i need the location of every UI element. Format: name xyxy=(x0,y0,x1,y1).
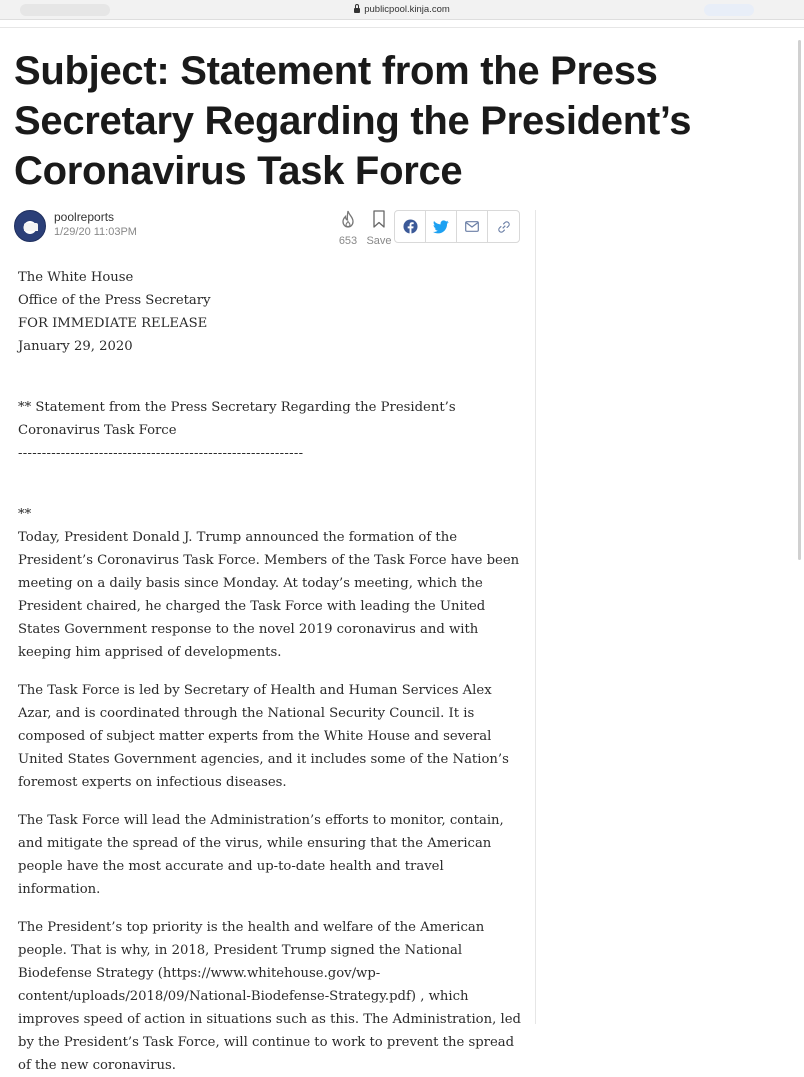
tab-placeholder xyxy=(20,4,110,16)
share-toolbar xyxy=(394,210,520,243)
bookmark-icon xyxy=(372,210,386,228)
flame-icon xyxy=(340,210,356,228)
header-divider xyxy=(0,27,804,28)
kinja-reactions[interactable] xyxy=(336,210,360,247)
byline xyxy=(14,210,137,242)
body-paragraph: Today, President Donald J. Trump announced the formation of the President’s Coronavirus Task Force. Members of the Task Force have been meeting on a daily basis since Monday. At today’s meeting, which the President chaired, he charged the Task Force with leading the United States Government response to the novel 2019 coronavirus and with keeping him apprised of developments. xyxy=(18,530,520,660)
body-paragraph: The Task Force is led by Secretary of Health and Human Services Alex Azar, and is coordinated through the National Security Council. It is composed of subject matter experts from the White House and several United States Government agencies, and it includes some of the Nation’s foremost experts on infectious diseases. xyxy=(18,683,509,790)
article-body xyxy=(18,266,523,1077)
separator-line: ------------------------------------------------------------ xyxy=(18,446,304,461)
save-button[interactable] xyxy=(366,210,392,247)
browser-url-bar[interactable] xyxy=(0,0,804,20)
share-facebook-button[interactable] xyxy=(395,211,426,242)
release-date-line: January 29, 2020 xyxy=(18,339,133,354)
email-icon xyxy=(465,221,479,232)
reaction-count: 653 xyxy=(338,235,358,247)
release-office-line: Office of the Press Secretary xyxy=(18,293,211,308)
facebook-icon xyxy=(403,219,418,234)
url-text[interactable]: publicpool.kinja.com xyxy=(364,4,450,15)
copy-link-button[interactable] xyxy=(488,211,519,242)
release-source-line: The White House xyxy=(18,270,134,285)
link-icon xyxy=(497,220,511,234)
statement-subject: ** Statement from the Press Secretary Regarding the President’s Coronavirus Task Force xyxy=(18,400,456,438)
save-label: Save xyxy=(366,235,392,247)
scrollbar[interactable] xyxy=(798,40,801,560)
share-twitter-button[interactable] xyxy=(426,211,457,242)
body-paragraph: The Task Force will lead the Administration’s efforts to monitor, contain, and mitigate the spread of the virus, while ensuring that the American people have the most accurate and up-to-date health and travel information. xyxy=(18,813,504,897)
publish-timestamp[interactable]: 1/29/20 11:03PM xyxy=(54,226,137,238)
twitter-icon xyxy=(433,220,449,234)
author-name[interactable]: poolreports xyxy=(54,210,115,224)
sidebar-divider xyxy=(535,210,536,1024)
author-avatar[interactable] xyxy=(14,210,46,242)
release-status-line: FOR IMMEDIATE RELEASE xyxy=(18,316,208,331)
share-email-button[interactable] xyxy=(457,211,488,242)
lock-icon xyxy=(354,8,360,13)
article-headline: Subject: Statement from the Press Secretary Regarding the President’s Coronavirus Task Force xyxy=(14,49,692,193)
toolbar-placeholder xyxy=(704,4,754,16)
section-marker: ** xyxy=(18,507,32,522)
body-paragraph: The President’s top priority is the health and welfare of the American people. That is why, in 2018, President Trump signed the National Biodefense Strategy (https://www.whitehouse.gov/wp-content/uploads/2018/09/National-Biodefense-Strategy.pdf) , which improves speed of action in situations such as this. The Administration, led by the President’s Task Force, will continue to work to prevent the spread of the new coronavirus. xyxy=(18,920,521,1073)
